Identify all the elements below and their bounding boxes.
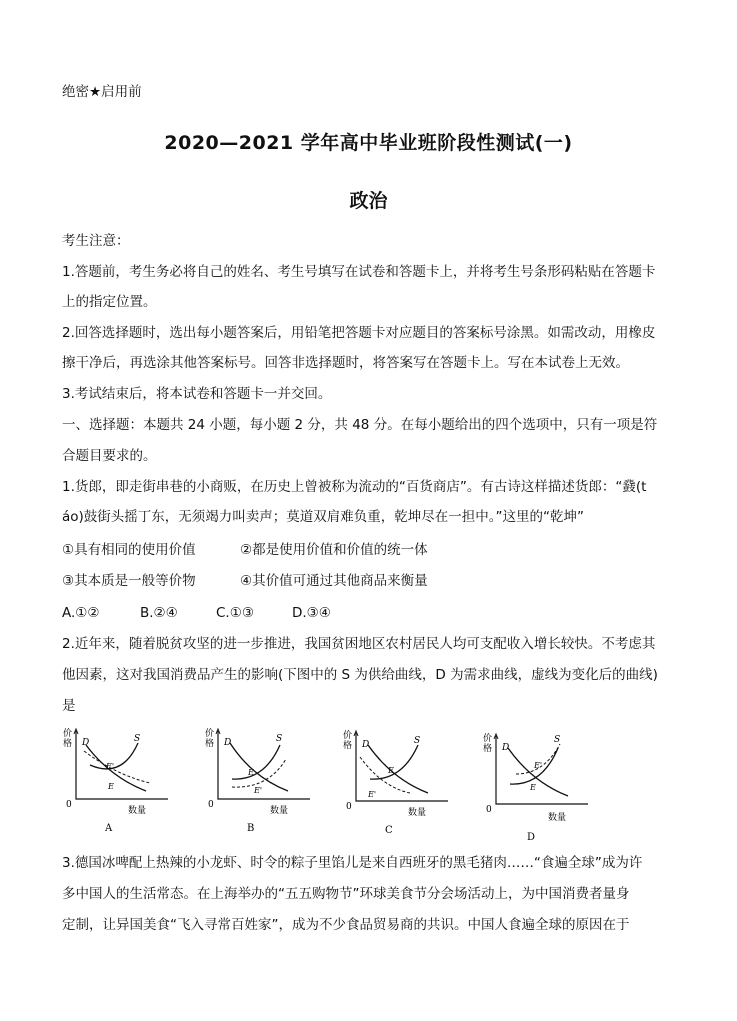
q1-choice-b: B.②④ xyxy=(140,605,178,621)
graph-b-d-label: D xyxy=(224,738,232,748)
graph-b-letter: B xyxy=(247,823,255,834)
supply-demand-graph-a xyxy=(60,725,170,835)
graph-a-letter: A xyxy=(105,823,113,834)
graph-a-xlabel: 数量 xyxy=(128,806,147,816)
graph-a-d-label: D xyxy=(82,738,90,748)
graph-b-origin: 0 xyxy=(208,800,214,810)
graph-a-s-label: S xyxy=(134,734,141,744)
question-1-line-1: 1.货郎，即走街串巷的小商贩，在历史上曾被称为流动的“百货商店”。有古诗这样描述货郎：“鼗(t xyxy=(62,479,647,495)
graph-d-ylabel-2: 格 xyxy=(483,744,493,754)
q1-choice-a: A.①② xyxy=(62,605,100,621)
graph-d-d-label: D xyxy=(502,743,510,753)
exam-title: 2020—2021 学年高中毕业班阶段性测试(一) xyxy=(164,132,573,154)
graph-c-letter: C xyxy=(385,825,393,836)
notice-heading: 考生注意： xyxy=(62,233,130,249)
notice-item-2-line-2: 擦干净后，再选涂其他答案标号。回答非选择题时，将答案写在答题卡上。写在本试卷上无效。 xyxy=(62,355,629,371)
graph-c-e-label: E xyxy=(388,766,394,775)
question-3-line-3: 定制，让异国美食“飞入寻常百姓家”，成为不少食品贸易商的共识。中国人食遍全球的原因在于 xyxy=(62,917,630,933)
section-1-line-2: 合题目要求的。 xyxy=(62,448,157,464)
graph-d-e2-label: E' xyxy=(534,761,543,770)
graph-c-d-label: D xyxy=(362,740,370,750)
graph-d-xlabel: 数量 xyxy=(548,813,567,823)
graph-d-s-label: S xyxy=(554,735,561,745)
graph-a-e-label: E xyxy=(108,782,114,791)
graph-a-origin: 0 xyxy=(66,800,72,810)
graph-a-ylabel-1: 价 xyxy=(63,729,73,739)
question-1-line-2: áo)鼓街头摇丁东，无须竭力叫卖声；莫道双肩难负重，乾坤尽在一担中。”这里的“乾坤” xyxy=(62,509,585,525)
graph-b-e-label: E xyxy=(248,768,254,777)
graph-b-ylabel-1: 价 xyxy=(205,729,215,739)
q1-statement-4: ④其价值可通过其他商品来衡量 xyxy=(240,573,428,589)
notice-item-1-line-2: 上的指定位置。 xyxy=(62,294,157,310)
graph-d-e-label: E xyxy=(530,783,536,792)
graph-c-xlabel: 数量 xyxy=(408,808,427,818)
graph-c-origin: 0 xyxy=(346,802,352,812)
q1-statement-1: ①具有相同的使用价值 xyxy=(62,542,196,558)
graph-a-ylabel-2: 格 xyxy=(63,739,73,749)
graph-d-origin: 0 xyxy=(486,805,492,815)
question-2-line-3: 是 xyxy=(62,698,76,714)
supply-demand-graph-c xyxy=(340,727,450,837)
graph-c-e2-label: E' xyxy=(368,790,377,799)
graph-d-ylabel-1: 价 xyxy=(483,734,493,744)
graph-c-ylabel-1: 价 xyxy=(343,731,353,741)
section-1-line-1: 一、选择题：本题共 24 小题，每小题 2 分，共 48 分。在每小题给出的四个选项中，只有一项是符 xyxy=(62,417,658,433)
graph-b-s-label: S xyxy=(276,734,283,744)
notice-item-2-line-1: 2.回答选择题时，选出每小题答案后，用铅笔把答题卡对应题目的答案标号涂黑。如需改动，用橡皮 xyxy=(62,325,656,341)
graph-a-e2-label: E' xyxy=(106,762,115,771)
graph-b-e2-label: E' xyxy=(254,786,263,795)
question-2-line-1: 2.近年来，随着脱贫攻坚的进一步推进，我国贫困地区农村居民人均可支配收入增长较快。不考虑其 xyxy=(62,636,656,652)
question-2-line-2: 他因素，这对我国消费品产生的影响(下图中的 S 为供给曲线，D 为需求曲线，虚线为变化后的曲线) xyxy=(62,667,658,683)
supply-demand-graph-d xyxy=(480,730,590,845)
question-3-line-1: 3.德国冰啤配上热辣的小龙虾、时令的粽子里馅儿是来自西班牙的黑毛猪肉……“食遍全球”成为许 xyxy=(62,855,643,871)
notice-item-1-line-1: 1.答题前，考生务必将自己的姓名、考生号填写在试卷和答题卡上，并将考生号条形码粘贴在答题卡 xyxy=(62,264,656,280)
notice-item-3: 3.考试结束后，将本试卷和答题卡一并交回。 xyxy=(62,386,332,402)
confidential-mark: 绝密★启用前 xyxy=(62,84,142,100)
q1-statement-2: ②都是使用价值和价值的统一体 xyxy=(240,542,428,558)
graph-d-letter: D xyxy=(527,832,536,843)
supply-demand-graph-b xyxy=(202,725,312,835)
graph-c-s-label: S xyxy=(414,736,421,746)
q1-statement-3: ③其本质是一般等价物 xyxy=(62,573,196,589)
q1-choice-c: C.①③ xyxy=(216,605,254,621)
question-3-line-2: 多中国人的生活常态。在上海举办的“五五购物节”环球美食节分会场活动上，为中国消费者量身 xyxy=(62,886,630,902)
q1-choice-d: D.③④ xyxy=(292,605,331,621)
subject-title: 政治 xyxy=(349,190,388,212)
graph-c-ylabel-2: 格 xyxy=(343,741,353,751)
graph-b-ylabel-2: 格 xyxy=(205,739,215,749)
graph-b-xlabel: 数量 xyxy=(270,806,289,816)
